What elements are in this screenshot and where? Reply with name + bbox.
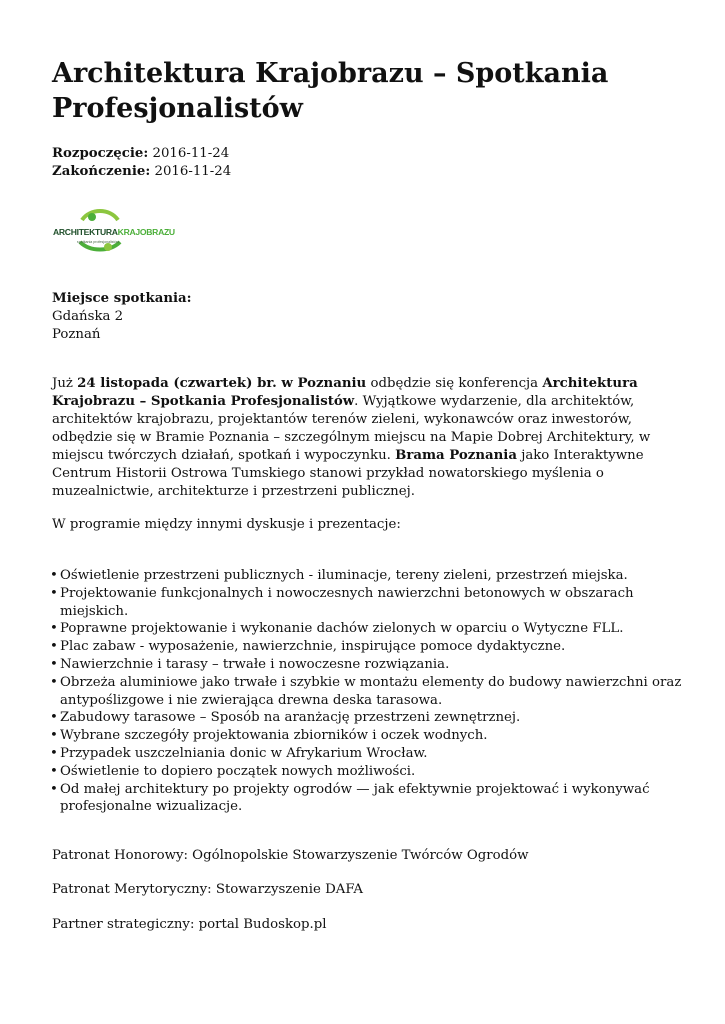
- list-item: • Od małej architektury po projekty ogrodów — jak efektywnie projektować i wykonywać profesjonalne wizualizacje.: [50, 781, 682, 817]
- logo-text-part2: KRAJOBRAZU: [117, 227, 175, 237]
- programme-list: [50, 567, 682, 816]
- honorary-patronage: Patronat Honorowy: Ogólnopolskie Stowarzyszenie Twórców Ogrodów: [52, 848, 529, 863]
- start-date-value: 2016-11-24: [152, 146, 230, 161]
- event-logo: [52, 190, 175, 280]
- substantive-patronage: Patronat Merytoryczny: Stowarzyszenie DAFA: [52, 882, 364, 897]
- list-item: • Oświetlenie przestrzeni publicznych - iluminacje, tereny zieleni, przestrzeń miejska.: [50, 567, 682, 585]
- list-item: • Wybrane szczegóły projektowania zbiorników i oczek wodnych.: [50, 727, 682, 745]
- page-title: Architektura Krajobrazu – Spotkania Profesjonalistów: [52, 58, 609, 124]
- list-item: • Obrzeża aluminiowe jako trwałe i szybkie w montażu elementy do budowy nawierzchni oraz antypoślizgowe i nie zwierająca drewna deska tarasowa.: [50, 674, 682, 710]
- event-logo-graphic: [52, 190, 175, 280]
- logo-text-part1: ARCHITEKTURA: [53, 227, 118, 237]
- list-item: • Przypadek uszczelniania donic w Afrykarium Wrocław.: [50, 745, 682, 763]
- start-date-label: Rozpoczęcie:: [52, 146, 149, 161]
- logo-subtitle: spotkania profesjonalistów: [76, 240, 120, 244]
- list-item: • Projektowanie funkcjonalnych i nowoczesnych nawierzchni betonowych w obszarach miejskich.: [50, 585, 682, 621]
- end-date-value: 2016-11-24: [154, 164, 232, 179]
- end-date-label: Zakończenie:: [52, 164, 151, 179]
- programme-intro: W programie między innymi dyskusje i prezentacje:: [52, 517, 401, 532]
- list-item: • Plac zabaw - wyposażenie, nawierzchnie, inspirujące pomoce dydaktyczne.: [50, 638, 682, 656]
- start-date-row: [52, 145, 231, 163]
- list-item: • Nawierzchnie i tarasy – trwałe i nowoczesne rozwiązania.: [50, 656, 682, 674]
- intro-event-highlight: Architektura Krajobrazu – Spotkania Profesjonalistów: [52, 376, 638, 409]
- intro-date-highlight: 24 listopada (czwartek) br. w Poznaniu: [77, 376, 367, 391]
- venue-label: Miejsce spotkania:: [52, 291, 192, 306]
- venue: [52, 290, 192, 344]
- list-item: • Poprawne projektowanie i wykonanie dachów zielonych w oparciu o Wytyczne FLL.: [50, 620, 682, 638]
- list-item: • Oświetlenie to dopiero początek nowych możliwości.: [50, 763, 682, 781]
- svg-text:ARCHITEKTURAKRAJOBRAZU: [53, 227, 175, 237]
- end-date-row: [52, 163, 231, 181]
- strategic-partner: Partner strategiczny: portal Budoskop.pl: [52, 917, 327, 932]
- list-item: • Zabudowy tarasowe – Sposób na aranżację przestrzeni zewnętrznej.: [50, 709, 682, 727]
- venue-city: Poznań: [52, 327, 101, 342]
- intro-venue-highlight: Brama Poznania: [395, 448, 517, 463]
- intro-paragraph: Już 24 listopada (czwartek) br. w Poznaniu odbędzie się konferencja Architektura Krajobrazu – Spotkania Profesjonalistów. Wyjątkowe wydarzenie, dla architektów, architektów krajobrazu, projektantów terenów zieleni, wykonawców oraz inwestorów, odbędzie się w Bramie Poznania – szczególnym miejscu na Mapie Dobrej Architektury, w miejscu twórczych działań, spotkań i wypoczynku. Brama Poznania jako Interaktywne Centrum Historii Ostrowa Tumskiego stanowi przykład nowatorskiego myślenia o muzealnictwie, architekturze i przestrzeni publicznej.: [52, 376, 651, 499]
- venue-street: Gdańska 2: [52, 309, 124, 324]
- event-dates: [52, 145, 231, 181]
